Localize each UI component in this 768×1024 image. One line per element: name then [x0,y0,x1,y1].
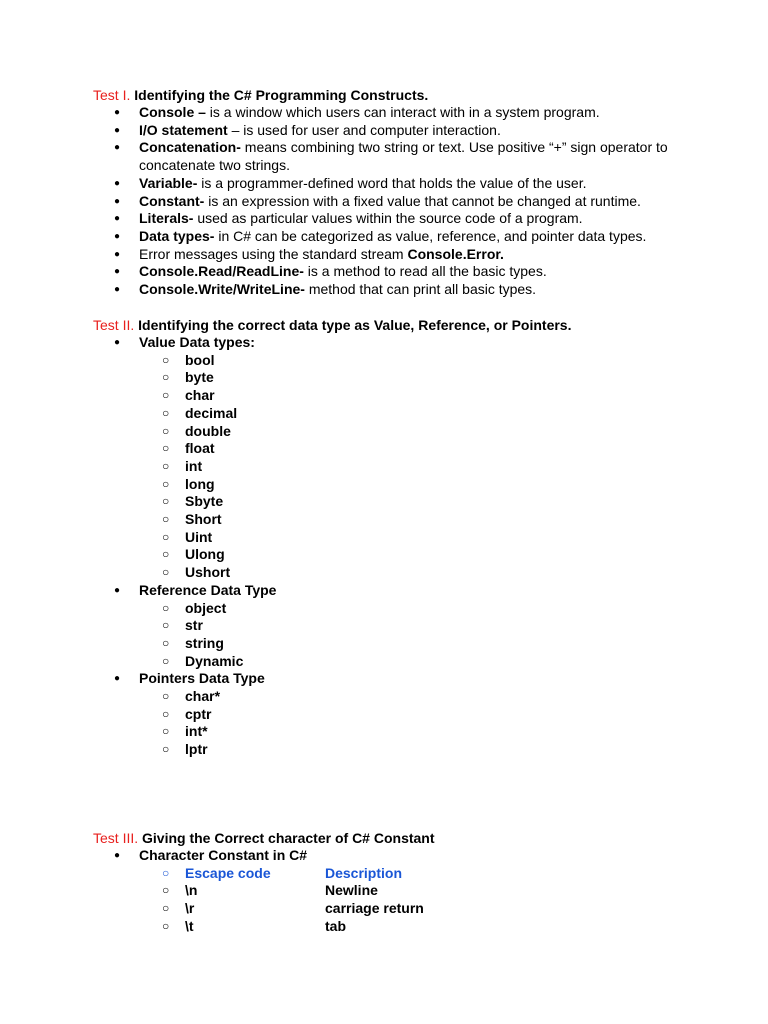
table-row [139,882,679,900]
list-item [0,104,679,122]
test2-title: Identifying the correct data type as Value, Reference, or Pointers. [138,317,572,333]
list-item [0,670,679,759]
list-item: ○ int* [139,723,679,741]
table-row [139,918,679,936]
list-item [0,263,679,281]
list-item [0,334,679,582]
definition: method that can print all basic types. [304,281,537,298]
list-item: ○ Dynamic [139,653,679,671]
escape-description: tab [325,917,346,934]
definition: in C# can be categorized as value, reference, and pointer data types. [214,227,647,244]
definition: Error messages using the standard stream [139,245,408,262]
list-item [0,210,679,228]
list-item [0,122,679,140]
definition: used as particular values within the source code of a program. [193,210,583,227]
list-item: ○ cptr [139,706,679,724]
list-item: ○ Sbyte [139,493,679,511]
list-item: ○ Uint [139,529,679,547]
value-types-list [139,352,679,582]
test1-label: Test I. [93,87,131,103]
test3-title: Giving the Correct character of C# Constant [142,830,435,846]
test3-list [0,847,768,936]
test1-list [0,104,768,299]
definition: is a programmer-defined word that holds the value of the user. [197,174,587,191]
group-label: Value Data types: [139,334,255,350]
test2-list [0,334,768,759]
escape-code: \t [185,917,194,934]
escape-description: carriage return [325,900,424,917]
term: Constant- [139,192,205,209]
list-item: ○ object [139,600,679,618]
escape-code-table [139,865,679,936]
term: I/O statement [139,121,228,138]
list-item: ○ long [139,476,679,494]
list-item [0,246,679,264]
column-header-code: Escape code [185,864,271,881]
test2-label: Test II. [93,317,135,333]
list-item: ○ char [139,387,679,405]
list-item: ○ char* [139,688,679,706]
list-item [0,175,679,193]
definition: is an expression with a fixed value that cannot be changed at runtime. [204,192,641,209]
list-item: ○ lptr [139,741,679,759]
list-item: ○ decimal [139,405,679,423]
term: Console – [139,104,206,120]
list-item: ○ Ushort [139,564,679,582]
list-item [0,582,679,671]
test1-heading [93,86,428,104]
term: Variable- [139,174,198,191]
test1-title: Identifying the C# Programming Constructs. [134,87,429,103]
term: Console.Read/ReadLine- [139,263,304,280]
escape-description: Newline [325,882,378,899]
list-item [0,193,679,211]
list-item: ○ Short [139,511,679,529]
group-label: Reference Data Type [139,581,277,598]
term: Literals- [139,210,194,227]
test2-heading [93,316,571,334]
list-item: ○ string [139,635,679,653]
list-item: ○ bool [139,352,679,370]
table-header-row [139,865,679,883]
group-label: Pointers Data Type [139,670,265,687]
definition: means combining two string or text. Use positive “+” sign operator to concatenate two strings. [139,139,668,174]
list-item [0,139,679,174]
list-item: ○ Ulong [139,546,679,564]
term: Data types- [139,227,215,244]
list-item: ○ byte [139,369,679,387]
term: Console.Write/WriteLine- [139,281,305,298]
list-item: ○ float [139,440,679,458]
term: Concatenation- [139,139,241,156]
escape-code: \n [185,882,198,899]
list-item: ○ str [139,617,679,635]
definition: – is used for user and computer interaction. [227,121,501,138]
table-row [139,900,679,918]
definition: is a window which users can interact with in a system program. [205,104,600,120]
list-item [0,281,679,299]
column-header-description: Description [325,864,403,881]
group-label: Character Constant in C# [139,847,308,863]
list-item: ○ int [139,458,679,476]
test3-heading [93,829,435,847]
term: Console.Error. [407,245,504,262]
list-item [0,847,679,936]
list-item [0,228,679,246]
escape-code: \r [185,900,195,917]
pointer-types-list [139,688,679,759]
list-item: ○ double [139,423,679,441]
reference-types-list [139,600,679,671]
test3-label: Test III. [93,830,139,846]
definition: is a method to read all the basic types. [303,263,547,280]
